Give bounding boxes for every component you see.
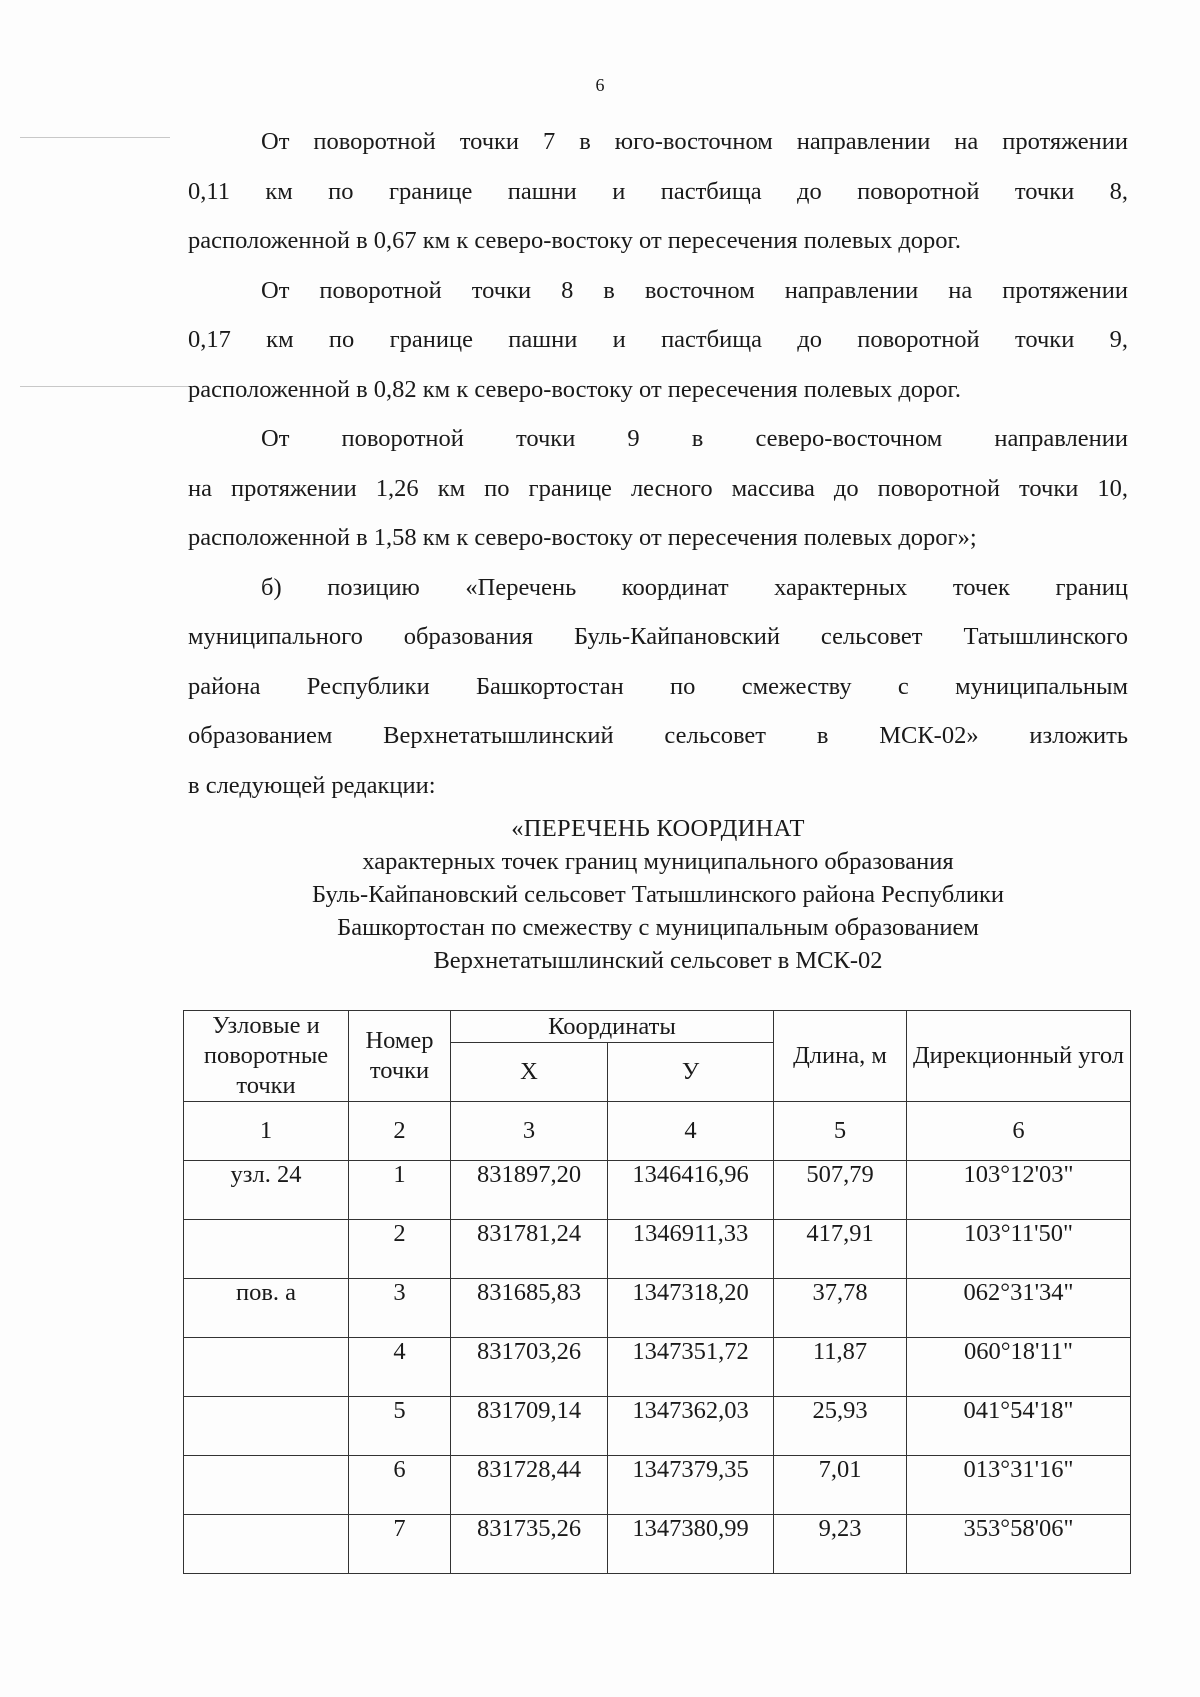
header-length: Длина, м bbox=[774, 1011, 907, 1102]
node-cell bbox=[184, 1456, 349, 1515]
x-cell: 831685,83 bbox=[451, 1279, 608, 1338]
column-number: 5 bbox=[774, 1102, 907, 1161]
column-number-row bbox=[184, 1102, 1131, 1161]
angle-cell: 060°18'11" bbox=[907, 1338, 1131, 1397]
heading-line: Башкортостан по смежеству с муниципальным образованием bbox=[337, 914, 979, 941]
point-number-cell: 6 bbox=[349, 1456, 451, 1515]
text-line: муниципального образования Буль-Кайпановский сельсовет Татышлинского bbox=[188, 623, 1128, 650]
text-line: расположенной в 0,82 км к северо-востоку от пересечения полевых дорог. bbox=[188, 375, 961, 403]
header-nodes: Узловые и поворотные точки bbox=[184, 1011, 349, 1102]
x-cell: 831897,20 bbox=[451, 1161, 608, 1220]
node-cell bbox=[184, 1220, 349, 1279]
length-cell: 507,79 bbox=[774, 1161, 907, 1220]
text-line: на протяжении 1,26 км по границе лесного массива до поворотной точки 10, bbox=[188, 474, 1128, 502]
y-cell: 1346416,96 bbox=[608, 1161, 774, 1220]
length-cell: 37,78 bbox=[774, 1279, 907, 1338]
page-number: 6 bbox=[595, 75, 605, 95]
y-cell: 1347318,20 bbox=[608, 1279, 774, 1338]
y-cell: 1347380,99 bbox=[608, 1515, 774, 1574]
angle-cell: 103°11'50" bbox=[907, 1220, 1131, 1279]
paragraph-2 bbox=[188, 266, 1128, 415]
body-text bbox=[188, 117, 1128, 810]
y-cell: 1347351,72 bbox=[608, 1338, 774, 1397]
scan-artifact-line bbox=[20, 386, 190, 387]
header-coordinates: Координаты bbox=[451, 1011, 774, 1043]
table-row bbox=[184, 1279, 1131, 1338]
text-line: 0,11 км по границе пашни и пастбища до поворотной точки 8, bbox=[188, 177, 1128, 205]
point-number-cell: 4 bbox=[349, 1338, 451, 1397]
text-line: От поворотной точки 8 в восточном направлении на протяжении bbox=[261, 276, 1128, 304]
table-row bbox=[184, 1456, 1131, 1515]
angle-cell: 062°31'34" bbox=[907, 1279, 1131, 1338]
header-direction-angle: Дирекционный угол bbox=[907, 1011, 1131, 1102]
node-cell: узл. 24 bbox=[184, 1161, 349, 1220]
text-line: От поворотной точки 7 в юго-восточном направлении на протяжении bbox=[261, 128, 1128, 155]
angle-cell: 041°54'18" bbox=[907, 1397, 1131, 1456]
column-number: 6 bbox=[907, 1102, 1131, 1161]
node-cell bbox=[184, 1515, 349, 1574]
table-row bbox=[184, 1515, 1131, 1574]
x-cell: 831709,14 bbox=[451, 1397, 608, 1456]
y-cell: 1347362,03 bbox=[608, 1397, 774, 1456]
column-number: 4 bbox=[608, 1102, 774, 1161]
column-number: 3 bbox=[451, 1102, 608, 1161]
text-line: 0,17 км по границе пашни и пастбища до поворотной точки 9, bbox=[188, 326, 1128, 353]
x-cell: 831735,26 bbox=[451, 1515, 608, 1574]
text-line: расположенной в 1,58 км к северо-востоку от пересечения полевых дорог»; bbox=[188, 524, 977, 551]
length-cell: 417,91 bbox=[774, 1220, 907, 1279]
text-line: расположенной в 0,67 км к северо-востоку от пересечения полевых дорог. bbox=[188, 227, 961, 254]
text-line: От поворотной точки 9 в северо-восточном направлении bbox=[261, 425, 1128, 452]
point-number-cell: 1 bbox=[349, 1161, 451, 1220]
paragraph-1 bbox=[188, 117, 1128, 266]
header-point-number: Номер точки bbox=[349, 1011, 451, 1102]
y-cell: 1347379,35 bbox=[608, 1456, 774, 1515]
paragraph-3 bbox=[188, 414, 1128, 563]
header-y: У bbox=[608, 1043, 774, 1102]
length-cell: 7,01 bbox=[774, 1456, 907, 1515]
node-cell bbox=[184, 1397, 349, 1456]
text-line: образованием Верхнетатышлинский сельсовет в МСК-02» изложить bbox=[188, 722, 1128, 749]
paragraph-4 bbox=[188, 563, 1128, 811]
length-cell: 11,87 bbox=[774, 1338, 907, 1397]
x-cell: 831781,24 bbox=[451, 1220, 608, 1279]
table-row bbox=[184, 1397, 1131, 1456]
length-cell: 9,23 bbox=[774, 1515, 907, 1574]
text-line: б) позицию «Перечень координат характерных точек границ bbox=[261, 573, 1128, 601]
x-cell: 831728,44 bbox=[451, 1456, 608, 1515]
list-heading bbox=[188, 812, 1128, 977]
heading-title: «ПЕРЕЧЕНЬ КООРДИНАТ bbox=[511, 815, 805, 842]
point-number-cell: 3 bbox=[349, 1279, 451, 1338]
column-number: 1 bbox=[184, 1102, 349, 1161]
point-number-cell: 7 bbox=[349, 1515, 451, 1574]
scan-artifact-line bbox=[20, 137, 170, 138]
heading-line: характерных точек границ муниципального образования bbox=[362, 848, 954, 875]
x-cell: 831703,26 bbox=[451, 1338, 608, 1397]
heading-line: Буль-Кайпановский сельсовет Татышлинского района Республики bbox=[312, 881, 1004, 908]
angle-cell: 013°31'16" bbox=[907, 1456, 1131, 1515]
node-cell bbox=[184, 1338, 349, 1397]
angle-cell: 103°12'03" bbox=[907, 1161, 1131, 1220]
point-number-cell: 5 bbox=[349, 1397, 451, 1456]
coordinates-table bbox=[183, 1010, 1131, 1574]
table-row bbox=[184, 1220, 1131, 1279]
header-x: Х bbox=[451, 1043, 608, 1102]
table-row bbox=[184, 1338, 1131, 1397]
node-cell: пов. а bbox=[184, 1279, 349, 1338]
y-cell: 1346911,33 bbox=[608, 1220, 774, 1279]
heading-line: Верхнетатышлинский сельсовет в МСК-02 bbox=[433, 947, 883, 974]
point-number-cell: 2 bbox=[349, 1220, 451, 1279]
column-number: 2 bbox=[349, 1102, 451, 1161]
text-line: в следующей редакции: bbox=[188, 771, 436, 799]
text-line: района Республики Башкортостан по смежеству с муниципальным bbox=[188, 672, 1128, 700]
length-cell: 25,93 bbox=[774, 1397, 907, 1456]
angle-cell: 353°58'06" bbox=[907, 1515, 1131, 1574]
table-row bbox=[184, 1161, 1131, 1220]
